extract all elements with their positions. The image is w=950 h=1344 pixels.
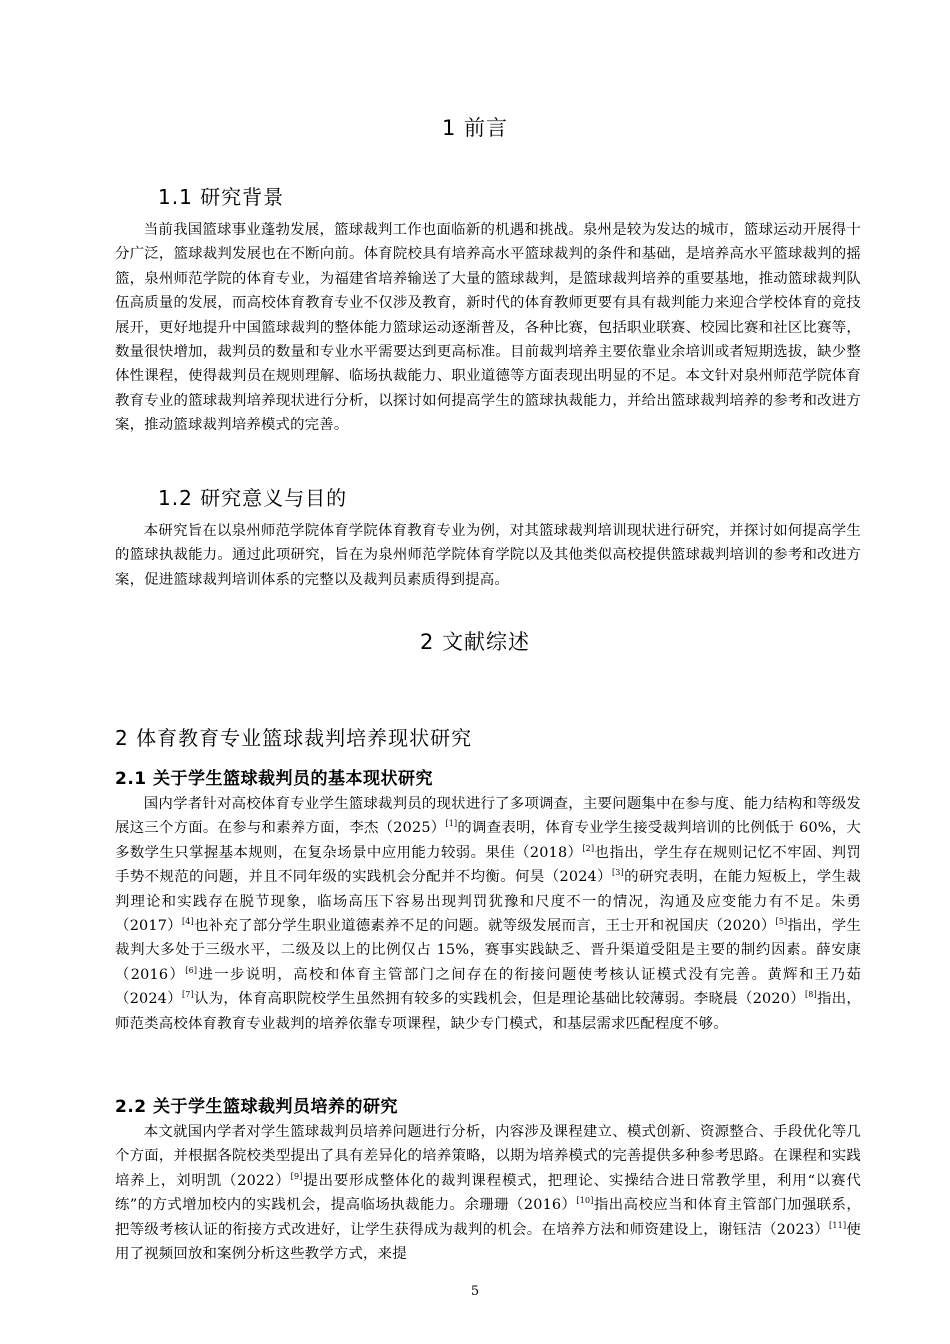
citation-marker: [8] [804, 990, 817, 1000]
citation-marker: [5] [775, 917, 788, 927]
heading-status-research: 2 体育教育专业篮球裁判培养现状研究 [115, 726, 473, 750]
heading-literature-review: 2 文献综述 [419, 630, 531, 654]
paragraph-text-run: 提出要形成整体化的裁判课程模式，把理论、实操结合进日常教学里，利用“以赛代练”的方式增加校内的实践机会，提高临场执裁能力。余珊珊（2016） [115, 1172, 861, 1214]
paragraph-text-run: 也补充了部分学生职业道德素养不足的问题。就等级发展而言，王士开和祝国庆（2020） [193, 918, 776, 935]
paragraph-text-run: 的调查表明，体育专业学生接受裁判培训的比例低于 60%，大多数学生只掌握基本规则，在复杂场景中应用能力较弱。果佳（2018） [115, 820, 861, 861]
citation-marker: [3] [611, 868, 624, 878]
heading-introduction: 1 前言 [441, 116, 509, 140]
heading-research-background: 1.1 研究背景 [158, 185, 285, 209]
paragraph-basic-status [115, 792, 861, 1036]
page-number: 5 [470, 1284, 480, 1299]
citation-marker: [7] [181, 990, 194, 1000]
paragraph-text-run: 使用了视频回放和案例分析这些教学方式，来提 [115, 1221, 861, 1263]
paragraph-text-run: 指出，学生裁判大多处于三级水平，二级及以上的比例仅占 15%，赛事实践缺乏、晋升渠道受阻是主要的制约因素。薛安康（2016） [115, 918, 861, 983]
citation-marker: [6] [185, 966, 198, 976]
paragraph-research-significance: 本研究旨在以泉州师范学院体育学院体育教育专业为例，对其篮球裁判培训现状进行研究，并探讨如何提高学生的篮球执裁能力。通过此项研究，旨在为泉州师范学院体育学院以及其他类似高校提供篮球裁判培训的参考和改进方案，促进篮球裁判培训体系的完整以及裁判员素质得到提高。 [115, 523, 861, 588]
citation-marker: [11] [829, 1220, 847, 1230]
citation-marker: [4] [181, 917, 194, 927]
citation-marker: [10] [576, 1196, 594, 1206]
citation-marker: [2] [582, 844, 595, 854]
paragraph-text-run: 指出高校应当和体育主管部门加强联系，把等级考核认证的衔接方式改进好，让学生获得成为裁判的机会。在培养方法和师资建设上，谢钰洁（2023） [115, 1197, 861, 1238]
paragraph-research-background: 当前我国篮球事业蓬勃发展，篮球裁判工作也面临新的机遇和挑战。泉州是较为发达的城市，篮球运动开展得十分广泛，篮球裁判发展也在不断向前。体育院校具有培养高水平篮球裁判的条件和基础，是培养高水平篮球裁判的摇篮，泉州师范学院的体育专业，为福建省培养输送了大量的篮球裁判，是篮球裁判培养的重要基地，推动篮球裁判队伍高质量的发展，而高校体育教育专业不仅涉及教育，新时代的体育教师更要有具有裁判能力来迎合学校体育的竞技展开，更好地提升中国篮球裁判的整体能力篮球运动逐渐普及，各种比赛，包括职业联赛、校园比赛和社区比赛等，数量很快增加，裁判员的数量和专业水平需要达到更高标准。目前裁判培养主要依靠业余培训或者短期选拔，缺少整体性课程，使得裁判员在规则理解、临场执裁能力、职业道德等方面表现出明显的不足。本文针对泉州师范学院体育教育专业的篮球裁判培养现状进行分析，以探讨如何提高学生的篮球执裁能力，并给出篮球裁判培养的参考和改进方案，推动篮球裁判培养模式的完善。 [115, 222, 861, 434]
paragraph-text-run: 认为，体育高职院校学生虽然拥有较多的实践机会，但是理论基础比较薄弱。李晓晨（2020） [193, 991, 805, 1008]
citation-marker: [9] [290, 1172, 303, 1182]
paragraph-text-run: 国内学者针对高校体育专业学生篮球裁判员的现状进行了多项调查，主要问题集中在参与度、能力结构和等级发展这三个方面。在参与和素养方面，李杰（2025） [115, 796, 861, 837]
paragraph-training-research [115, 1120, 861, 1266]
paragraph-text-run: 的研究表明，在能力短板上，学生裁判理论和实践存在脱节现象，临场高压下容易出现判罚犹豫和尺度不一的情况，沟通及应变能力有不足。朱勇（2017） [115, 869, 861, 935]
citation-marker: [1] [445, 819, 458, 829]
paragraph-text-run: 进一步说明，高校和体育主管部门之间存在的衔接问题使考核认证模式没有完善。黄辉和王乃茹（2024） [115, 966, 861, 1008]
paragraph-text-run: 指出，师范类高校体育教育专业裁判的培养依靠专项课程，缺少专门模式，和基层需求匹配程度不够。 [115, 991, 861, 1032]
paragraph-text-run: 也指出，学生存在规则记忆不牢固、判罚手势不规范的问题，并且不同年级的实践机会分配并不均衡。何昊（2024） [115, 844, 861, 886]
heading-basic-status: 2.1 关于学生篮球裁判员的基本现状研究 [115, 769, 434, 789]
paragraph-text-run: 本文就国内学者对学生篮球裁判员培养问题进行分析，内容涉及课程建立、模式创新、资源整合、手段优化等几个方面，并根据各院校类型提出了具有差异化的培养策略，以期为培养模式的完善提供多种参考思路。在课程和实践培养上，刘明凯（2022） [115, 1124, 861, 1189]
heading-training-research: 2.2 关于学生篮球裁判员培养的研究 [115, 1097, 399, 1117]
heading-research-significance: 1.2 研究意义与目的 [158, 486, 348, 510]
